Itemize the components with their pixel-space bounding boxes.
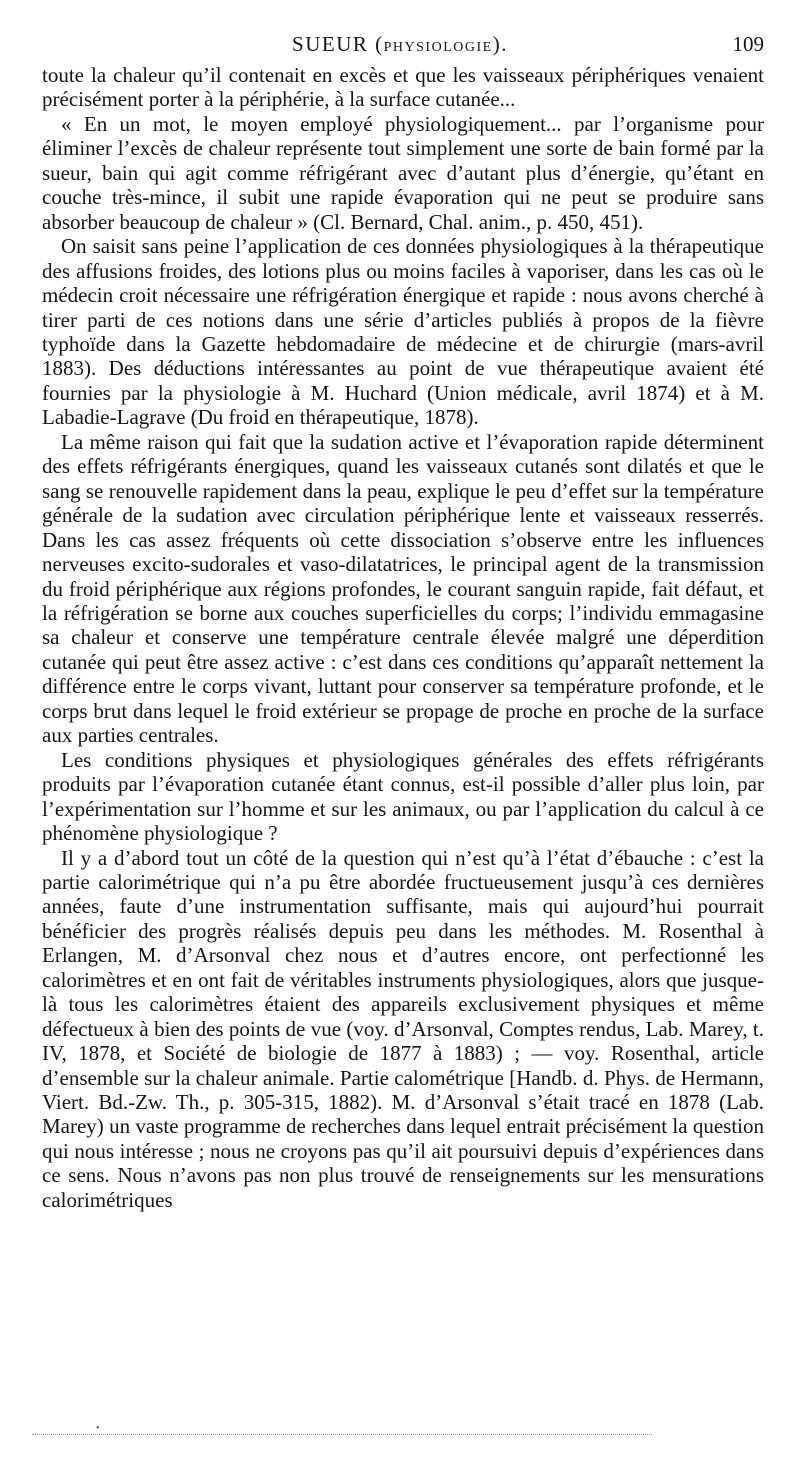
page-number: 109 bbox=[732, 32, 764, 56]
paragraph-5: Les conditions physiques et physiologiques générales des effets réfrigérants produits par l’évaporation cutanée étant connus, est-il possible d’aller plus loin, par l’expérimentation sur l’homme et sur les animaux, ou par l’application du calcul à ce phénomène physiologique ? bbox=[42, 747, 764, 846]
running-header bbox=[0, 30, 800, 62]
footer-rule bbox=[32, 1434, 652, 1435]
paragraph-1: toute la chaleur qu’il contenait en excès et que les vaisseaux périphériques venaient précisément porter à la périphérie, à la surface cutanée... bbox=[42, 63, 764, 112]
paragraph-6: Il y a d’abord tout un côté de la question qui n’est qu’à l’état d’ébauche : c’est la partie calorimétrique qui n’a pu être abordée fructueusement jusqu’à ces dernières années, faute d’une instrumentation suffisante, mais qui aujourd’hui pourrait bénéficier des progrès réalisés depuis peu dans les méthodes. M. Rosenthal à Erlangen, M. d’Arsonval chez nous et d’autres encore, ont perfectionné les calorimètres et en ont fait de véritables instruments physiologiques, alors que jusque-là tous les calorimètres étaient des appareils exclusivement physiques et même défectueux à bien des points de vue (voy. d’Arsonval, Comptes rendus, Lab. Marey, t. IV, 1878, et Société de biologie de 1877 à 1883) ; — voy. Rosenthal, article d’ensemble sur la chaleur animale. Partie calométrique [Handb. d. Phys. de Hermann, Viert. Bd.-Zw. Th., p. 305-315, 1882). M. d’Arsonval s’était tracé en 1878 (Lab. Marey) un vaste programme de recherches dans lequel entrait précisément la question qui nous intéresse ; nous ne croyons pas qu’il ait poursuivi depuis d’expériences dans ce sens. Nous n’avons pas non plus trouvé de renseignements sur les mensurations calorimétriques bbox=[42, 845, 764, 1212]
running-title-smallcaps: PHYSIOLOGIE bbox=[383, 40, 493, 55]
running-title-main: SUEUR ( bbox=[292, 32, 384, 56]
running-title-end: ). bbox=[492, 32, 508, 56]
paragraph-3: On saisit sans peine l’application de ces données physiologiques à la thérapeutique des affusions froides, des lotions plus ou moins faciles à vaporiser, dans les cas où le médecin croit nécessaire une réfrigération énergique et rapide : nous avons cherché à tirer parti de ces notions dans une série d’articles publiés à propos de la fièvre typhoïde dans la Gazette hebdomadaire de médecine et de chirurgie (mars-avril 1883). Des déductions intéressantes au point de vue thérapeutique avaient été fournies par la physiologie à M. Huchard (Union médicale, avril 1874) et à M. Labadie-Lagrave (Du froid en thérapeutique, 1878). bbox=[42, 234, 764, 430]
footer-mark: • bbox=[96, 1423, 100, 1434]
running-title bbox=[0, 32, 800, 57]
paragraph-2: « En un mot, le moyen employé physiologiquement... par l’organisme pour éliminer l’excès de chaleur représente tout simplement une sorte de bain formé par la sueur, bain qui agit comme réfrigérant avec d’autant plus d’énergie, qu’étant en couche très-mince, il subit une rapide évaporation qui ne peut se produire sans absorber beaucoup de chaleur » (Cl. Bernard, Chal. anim., p. 450, 451). bbox=[42, 111, 764, 234]
paragraph-4: La même raison qui fait que la sudation active et l’évaporation rapide déterminent des effets réfrigérants énergiques, quand les vaisseaux cutanés sont dilatés et que le sang se renouvelle rapidement dans la peau, explique le peu d’effet sur la température générale de la sudation avec circulation périphérique lente et vaisseaux resserrés. Dans les cas assez fréquents où cette dissociation s’observe entre les influences nerveuses excito-sudorales et vaso-dilatatrices, le principal agent de la transmission du froid périphérique aux régions profondes, le courant sanguin rapide, fait défaut, et la réfrigération se borne aux couches superficielles du corps; l’individu emmagasine sa chaleur et conserve une température centrale élevée malgré une déperdition cutanée qui peut être assez active : c’est dans ces conditions qu’apparaît nettement la différence entre le corps vivant, luttant pour conserver sa température profonde, et le corps brut dans lequel le froid extérieur se propage de proche en proche de la surface aux parties centrales. bbox=[42, 429, 764, 748]
body-text bbox=[42, 63, 764, 1212]
